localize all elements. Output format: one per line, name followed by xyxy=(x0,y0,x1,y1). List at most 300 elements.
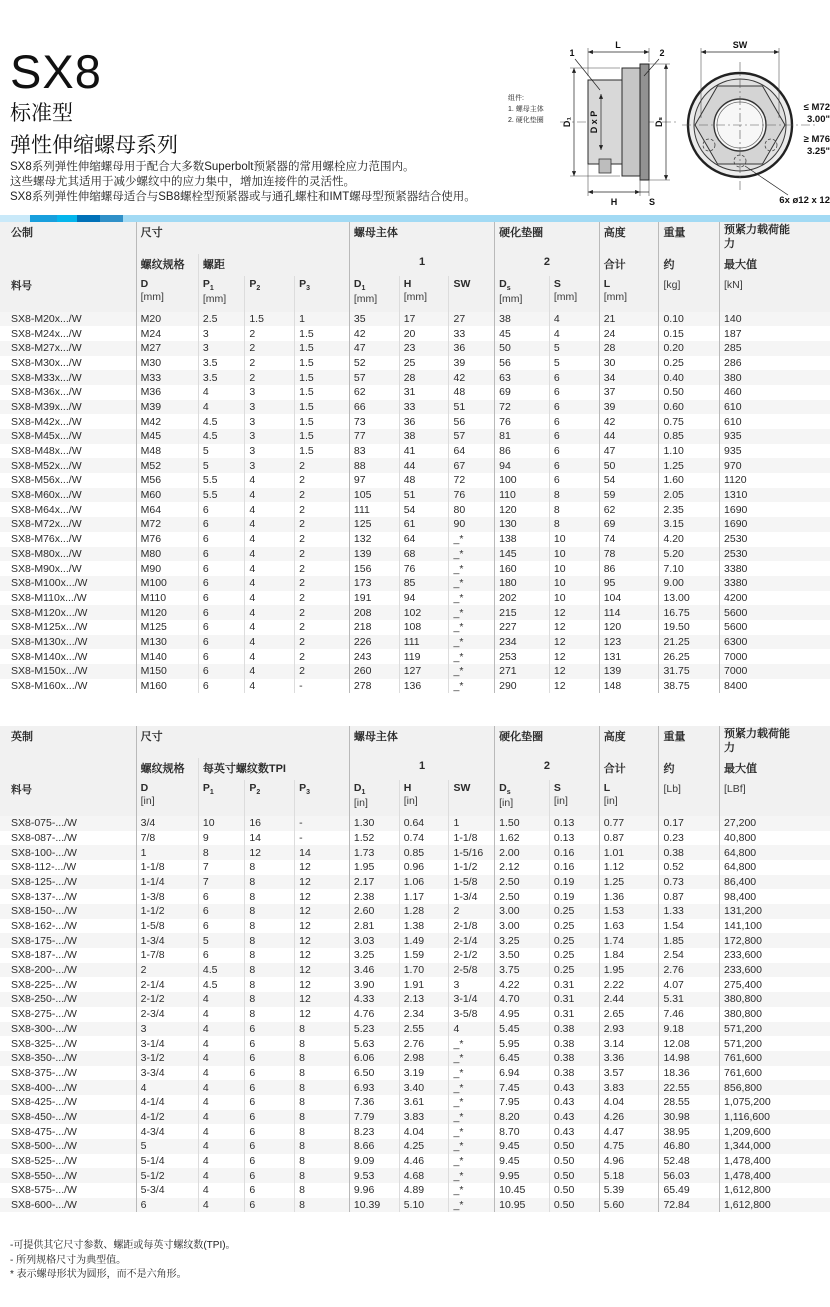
value-cell: 7.46 xyxy=(659,1007,720,1022)
value-cell: 4-1/2 xyxy=(136,1110,198,1125)
part-number: SX8-200-.../W xyxy=(11,964,77,977)
value-cell: 40,800 xyxy=(720,831,830,846)
value-cell: 8 xyxy=(245,992,295,1007)
value-cell: 6 xyxy=(245,1154,295,1169)
value-cell: 1,075,200 xyxy=(720,1095,830,1110)
group-weight: 重量 xyxy=(659,222,720,254)
subheader-pitch: 每英寸螺纹数TPI xyxy=(198,758,349,780)
note-small-inch: 3.00" xyxy=(807,114,830,125)
table-row xyxy=(0,429,830,444)
value-cell: 4 xyxy=(245,517,295,532)
value-cell: 2 xyxy=(295,591,350,606)
value-cell: 8 xyxy=(295,1139,350,1154)
value-cell: 4 xyxy=(198,1139,244,1154)
value-cell: 4 xyxy=(549,312,599,327)
value-cell: 571,200 xyxy=(720,1022,830,1037)
value-cell: 5.10 xyxy=(399,1198,449,1213)
value-cell: 8 xyxy=(295,1110,350,1125)
value-cell: 1-5/16 xyxy=(449,845,495,860)
value-cell: 4 xyxy=(198,385,244,400)
value-cell: 4 xyxy=(198,400,244,415)
part-number: SX8-375-.../W xyxy=(11,1066,77,1079)
value-cell: 380,800 xyxy=(720,992,830,1007)
part-number: SX8-M33x.../W xyxy=(11,371,82,384)
value-cell: 4.25 xyxy=(399,1139,449,1154)
value-cell: 0.17 xyxy=(659,816,720,831)
value-cell: 2 xyxy=(245,326,295,341)
value-cell: 6 xyxy=(198,591,244,606)
table-row xyxy=(0,1066,830,1081)
value-cell: 10 xyxy=(549,576,599,591)
value-cell: 6.94 xyxy=(495,1066,550,1081)
value-cell: M45 xyxy=(136,429,198,444)
value-cell: 3380 xyxy=(720,576,830,591)
value-cell: M90 xyxy=(136,561,198,576)
value-cell: 0.43 xyxy=(549,1080,599,1095)
value-cell: 6 xyxy=(198,561,244,576)
value-cell: 4.96 xyxy=(599,1154,659,1169)
value-cell: 38 xyxy=(495,312,550,327)
value-cell: 4 xyxy=(198,1051,244,1066)
table-row xyxy=(0,341,830,356)
value-cell: 56.03 xyxy=(659,1168,720,1183)
note-large-min: ≥ M76 xyxy=(803,134,830,145)
value-cell: 12 xyxy=(295,889,350,904)
value-cell: 39 xyxy=(599,400,659,415)
value-cell: 131 xyxy=(599,649,659,664)
col-D1 xyxy=(349,780,399,816)
col-symbol: S xyxy=(553,781,561,794)
value-cell: 0.25 xyxy=(549,904,599,919)
value-cell: 0.60 xyxy=(659,400,720,415)
value-cell: 761,600 xyxy=(720,1051,830,1066)
value-cell: 21 xyxy=(599,312,659,327)
table-row xyxy=(0,458,830,473)
value-cell: 0.13 xyxy=(549,831,599,846)
value-cell: 7.36 xyxy=(349,1095,399,1110)
value-cell: 94 xyxy=(495,458,550,473)
value-cell: 3-5/8 xyxy=(449,1007,495,1022)
description-line: SX8系列弹性伸缩螺母用于配合大多数Superbolt预紧器的常用螺栓应力范围内。 xyxy=(10,161,415,173)
value-cell: 38 xyxy=(399,429,449,444)
value-cell: 460 xyxy=(720,385,830,400)
col-symbol: $P_1$ xyxy=(202,277,214,292)
value-cell: M52 xyxy=(136,458,198,473)
value-cell: M24 xyxy=(136,326,198,341)
value-cell: 187 xyxy=(720,326,830,341)
part-number: SX8-M80x.../W xyxy=(11,547,82,560)
value-cell: 4.20 xyxy=(659,532,720,547)
value-cell: M100 xyxy=(136,576,198,591)
value-cell: 286 xyxy=(720,356,830,371)
value-cell: _* xyxy=(449,1110,495,1125)
value-cell: _* xyxy=(449,605,495,620)
value-cell: 38.95 xyxy=(659,1124,720,1139)
group-nut-body: 螺母主体 xyxy=(349,222,494,254)
part-number: SX8-M30x.../W xyxy=(11,356,82,369)
value-cell: 8 xyxy=(245,860,295,875)
value-cell: 12 xyxy=(549,649,599,664)
table-row xyxy=(0,1154,830,1169)
value-cell: 12 xyxy=(295,977,350,992)
value-cell: 2.35 xyxy=(659,502,720,517)
value-cell: 3.25 xyxy=(349,948,399,963)
value-cell: 6 xyxy=(198,948,244,963)
value-cell: _* xyxy=(449,576,495,591)
value-cell: 1.63 xyxy=(599,919,659,934)
value-cell: 2 xyxy=(245,341,295,356)
value-cell: 208 xyxy=(349,605,399,620)
value-cell: 14.98 xyxy=(659,1051,720,1066)
value-cell: 4 xyxy=(549,326,599,341)
table-row xyxy=(0,845,830,860)
value-cell: 2.38 xyxy=(349,889,399,904)
dim-label-S: S xyxy=(648,197,656,207)
value-cell: 56 xyxy=(449,414,495,429)
value-cell: 2.44 xyxy=(599,992,659,1007)
col-unit: [in] xyxy=(140,794,155,807)
value-cell: 2-3/4 xyxy=(136,1007,198,1022)
col-unit: [in] xyxy=(499,796,514,809)
part-number: SX8-350-.../W xyxy=(11,1052,77,1065)
value-cell: 95 xyxy=(599,576,659,591)
value-cell: 1.53 xyxy=(599,904,659,919)
value-cell: 62 xyxy=(599,502,659,517)
value-cell: 6 xyxy=(198,502,244,517)
page-subtitle-series: 弹性伸缩螺母系列 xyxy=(10,133,178,157)
value-cell: 127 xyxy=(399,664,449,679)
value-cell: 4.07 xyxy=(659,977,720,992)
value-cell: 8 xyxy=(295,1066,350,1081)
part-number: SX8-M72x.../W xyxy=(11,518,82,531)
value-cell: 290 xyxy=(495,679,550,694)
value-cell: 80 xyxy=(449,502,495,517)
value-cell: 28 xyxy=(599,341,659,356)
value-cell: 0.31 xyxy=(549,992,599,1007)
value-cell: 6 xyxy=(198,679,244,694)
value-cell: 27 xyxy=(449,312,495,327)
value-cell: 105 xyxy=(349,488,399,503)
value-cell: 50 xyxy=(599,458,659,473)
col-S xyxy=(549,276,599,312)
value-cell: _* xyxy=(449,635,495,650)
col-symbol: D xyxy=(140,781,149,794)
product-description xyxy=(10,160,476,206)
part-number: SX8-187-.../W xyxy=(11,949,77,962)
value-cell: 5-1/4 xyxy=(136,1154,198,1169)
value-cell: M64 xyxy=(136,502,198,517)
value-cell: 1-3/4 xyxy=(449,889,495,904)
value-cell: 1,116,600 xyxy=(720,1110,830,1125)
value-cell: 10 xyxy=(549,532,599,547)
value-cell: 1.5 xyxy=(295,385,350,400)
table-row xyxy=(0,1110,830,1125)
part-number: SX8-M27x.../W xyxy=(11,342,82,355)
value-cell: M33 xyxy=(136,370,198,385)
value-cell: 6 xyxy=(198,664,244,679)
col-part-number: 料号 xyxy=(0,780,136,816)
value-cell: 1.74 xyxy=(599,933,659,948)
value-cell: 28 xyxy=(399,370,449,385)
value-cell: 45 xyxy=(495,326,550,341)
value-cell: 180 xyxy=(495,576,550,591)
col-Ds xyxy=(495,780,550,816)
value-cell: 46.80 xyxy=(659,1139,720,1154)
value-cell: 3 xyxy=(245,444,295,459)
value-cell: 233,600 xyxy=(720,948,830,963)
value-cell: 191 xyxy=(349,591,399,606)
value-cell: 2 xyxy=(295,517,350,532)
value-cell: 8 xyxy=(245,919,295,934)
part-number: SX8-M42x.../W xyxy=(11,415,82,428)
value-cell: 8 xyxy=(295,1183,350,1198)
value-cell: 16.75 xyxy=(659,605,720,620)
group-dimensions: 尺寸 xyxy=(136,726,349,758)
value-cell: 1,612,800 xyxy=(720,1198,830,1213)
value-cell: 1-3/8 xyxy=(136,889,198,904)
callout-2-label: 2 xyxy=(659,48,665,58)
value-cell: 12 xyxy=(295,948,350,963)
value-cell: 42 xyxy=(349,326,399,341)
value-cell: 23 xyxy=(399,341,449,356)
value-cell: 83 xyxy=(349,444,399,459)
value-cell: 38.75 xyxy=(659,679,720,694)
value-cell: 4 xyxy=(245,649,295,664)
value-cell: 141,100 xyxy=(720,919,830,934)
value-cell: 3.03 xyxy=(349,933,399,948)
table-row xyxy=(0,620,830,635)
value-cell: 0.75 xyxy=(659,414,720,429)
part-number: SX8-M125x.../W xyxy=(11,621,88,634)
table-row xyxy=(0,889,830,904)
value-cell: 0.13 xyxy=(549,816,599,831)
value-cell: 3.5 xyxy=(198,356,244,371)
metric-table-body xyxy=(0,312,830,694)
value-cell: 33 xyxy=(399,400,449,415)
value-cell: 285 xyxy=(720,341,830,356)
value-cell: 1.33 xyxy=(659,904,720,919)
value-cell: 1-7/8 xyxy=(136,948,198,963)
value-cell: 65.49 xyxy=(659,1183,720,1198)
part-number: SX8-250-.../W xyxy=(11,993,77,1006)
value-cell: 3.50 xyxy=(495,948,550,963)
imperial-table-body xyxy=(0,816,830,1213)
value-cell: M125 xyxy=(136,620,198,635)
accent-bar-segment xyxy=(0,215,30,222)
footnote-line: * 表示螺母形状为圆形，而不是六角形。 xyxy=(10,1269,187,1281)
value-cell: 6 xyxy=(245,1051,295,1066)
value-cell: 57 xyxy=(449,429,495,444)
holes-note: 6x ø12 x 12 xyxy=(779,195,830,206)
value-cell: 6 xyxy=(549,473,599,488)
value-cell: _* xyxy=(449,532,495,547)
value-cell: 98,400 xyxy=(720,889,830,904)
value-cell: - xyxy=(295,679,350,694)
table-row xyxy=(0,919,830,934)
value-cell: 4 xyxy=(198,1168,244,1183)
value-cell: M130 xyxy=(136,635,198,650)
value-cell: 2.55 xyxy=(399,1022,449,1037)
part-number: SX8-M60x.../W xyxy=(11,489,82,502)
col-symbol: L xyxy=(603,277,611,290)
col-symbol: SW xyxy=(453,781,471,794)
value-cell: 57 xyxy=(349,370,399,385)
value-cell: 218 xyxy=(349,620,399,635)
value-cell: 6 xyxy=(245,1080,295,1095)
value-cell: 76 xyxy=(449,488,495,503)
part-number: SX8-225-.../W xyxy=(11,978,77,991)
value-cell: 1.52 xyxy=(349,831,399,846)
value-cell: 78 xyxy=(599,547,659,562)
part-number: SX8-M130x.../W xyxy=(11,635,88,648)
value-cell: 12 xyxy=(295,933,350,948)
value-cell: 8 xyxy=(295,1095,350,1110)
page-title: SX8 xyxy=(10,45,102,98)
value-cell: 12 xyxy=(549,635,599,650)
value-cell: 4 xyxy=(245,664,295,679)
value-cell: 8 xyxy=(549,502,599,517)
value-cell: 1.12 xyxy=(599,860,659,875)
col-P3 xyxy=(295,276,350,312)
part-number: SX8-575-.../W xyxy=(11,1184,77,1197)
group-nut-body: 螺母主体 xyxy=(349,726,494,758)
value-cell: M48 xyxy=(136,444,198,459)
value-cell: M39 xyxy=(136,400,198,415)
value-cell: 2.65 xyxy=(599,1007,659,1022)
col-[Lb] xyxy=(659,780,720,816)
value-cell: 5.5 xyxy=(198,473,244,488)
value-cell: 17 xyxy=(399,312,449,327)
value-cell: 243 xyxy=(349,649,399,664)
value-cell: 1-1/2 xyxy=(136,904,198,919)
value-cell: 2-5/8 xyxy=(449,963,495,978)
table-row xyxy=(0,1036,830,1051)
table-row xyxy=(0,1051,830,1066)
value-cell: 52 xyxy=(349,356,399,371)
table-row xyxy=(0,875,830,890)
table-row xyxy=(0,400,830,415)
value-cell: 9.95 xyxy=(495,1168,550,1183)
value-cell: 8 xyxy=(295,1036,350,1051)
value-cell: 6 xyxy=(198,605,244,620)
value-cell: _* xyxy=(449,1198,495,1213)
value-cell: 33 xyxy=(449,326,495,341)
table-row xyxy=(0,904,830,919)
value-cell: 227 xyxy=(495,620,550,635)
value-cell: 104 xyxy=(599,591,659,606)
value-cell: 0.43 xyxy=(549,1110,599,1125)
col-unit: [in] xyxy=(403,794,418,807)
value-cell: 4.33 xyxy=(349,992,399,1007)
col-L xyxy=(599,780,659,816)
col-H xyxy=(399,276,449,312)
value-cell: 6 xyxy=(198,635,244,650)
value-cell: 2 xyxy=(449,904,495,919)
value-cell: 9 xyxy=(198,831,244,846)
value-cell: 6 xyxy=(136,1198,198,1213)
value-cell: 37 xyxy=(599,385,659,400)
col-P1 xyxy=(198,780,244,816)
value-cell: 1.5 xyxy=(295,400,350,415)
value-cell: 4 xyxy=(198,992,244,1007)
header-sub-row xyxy=(0,758,830,780)
part-number: SX8-M160x.../W xyxy=(11,680,88,693)
value-cell: 2.76 xyxy=(399,1036,449,1051)
value-cell: 2.81 xyxy=(349,919,399,934)
unit-system-label: 英制 xyxy=(0,726,136,758)
value-cell: 94 xyxy=(399,591,449,606)
value-cell: 172,800 xyxy=(720,933,830,948)
value-cell: 2.76 xyxy=(659,963,720,978)
value-cell: 5 xyxy=(198,458,244,473)
value-cell: 31.75 xyxy=(659,664,720,679)
col-symbol: $D_1$ xyxy=(353,781,366,796)
value-cell: 173 xyxy=(349,576,399,591)
value-cell: 215 xyxy=(495,605,550,620)
value-cell: 12 xyxy=(295,904,350,919)
table-row xyxy=(0,605,830,620)
value-cell: 111 xyxy=(349,502,399,517)
value-cell: 76 xyxy=(399,561,449,576)
value-cell: 54 xyxy=(399,502,449,517)
table-row xyxy=(0,1183,830,1198)
value-cell: 8.23 xyxy=(349,1124,399,1139)
value-cell: 3.57 xyxy=(599,1066,659,1081)
value-cell: 12.08 xyxy=(659,1036,720,1051)
value-cell: M120 xyxy=(136,605,198,620)
value-cell: 12 xyxy=(549,605,599,620)
col-symbol: D xyxy=(140,277,149,290)
value-cell: 3.5 xyxy=(198,370,244,385)
imperial-table-head xyxy=(0,726,830,816)
value-cell: 1.95 xyxy=(599,963,659,978)
value-cell: - xyxy=(295,816,350,831)
value-cell: 1.54 xyxy=(659,919,720,934)
table-row xyxy=(0,816,830,831)
part-number: SX8-425-.../W xyxy=(11,1096,77,1109)
value-cell: 4.04 xyxy=(399,1124,449,1139)
value-cell: 1.49 xyxy=(399,933,449,948)
col-unit: [mm] xyxy=(499,292,523,305)
value-cell: 12 xyxy=(549,679,599,694)
value-cell: 123 xyxy=(599,635,659,650)
value-cell: 90 xyxy=(449,517,495,532)
value-cell: 9.18 xyxy=(659,1022,720,1037)
value-cell: 4 xyxy=(245,635,295,650)
value-cell: 1.5 xyxy=(295,414,350,429)
value-cell: 1.28 xyxy=(399,904,449,919)
nut-drawing-svg xyxy=(500,28,830,215)
value-cell: 156 xyxy=(349,561,399,576)
value-cell: 6 xyxy=(198,532,244,547)
header-spacer xyxy=(0,758,136,780)
value-cell: 3.83 xyxy=(599,1080,659,1095)
value-cell: 10 xyxy=(549,591,599,606)
col-P2 xyxy=(245,780,295,816)
value-cell: 2.93 xyxy=(599,1022,659,1037)
value-cell: 4.75 xyxy=(599,1139,659,1154)
value-cell: 69 xyxy=(495,385,550,400)
value-cell: 1.62 xyxy=(495,831,550,846)
value-cell: 10.45 xyxy=(495,1183,550,1198)
value-cell: 6.93 xyxy=(349,1080,399,1095)
value-cell: 0.43 xyxy=(549,1124,599,1139)
value-cell: 0.38 xyxy=(549,1051,599,1066)
part-number: SX8-M36x.../W xyxy=(11,386,82,399)
table-row xyxy=(0,948,830,963)
value-cell: 22.55 xyxy=(659,1080,720,1095)
value-cell: 41 xyxy=(399,444,449,459)
